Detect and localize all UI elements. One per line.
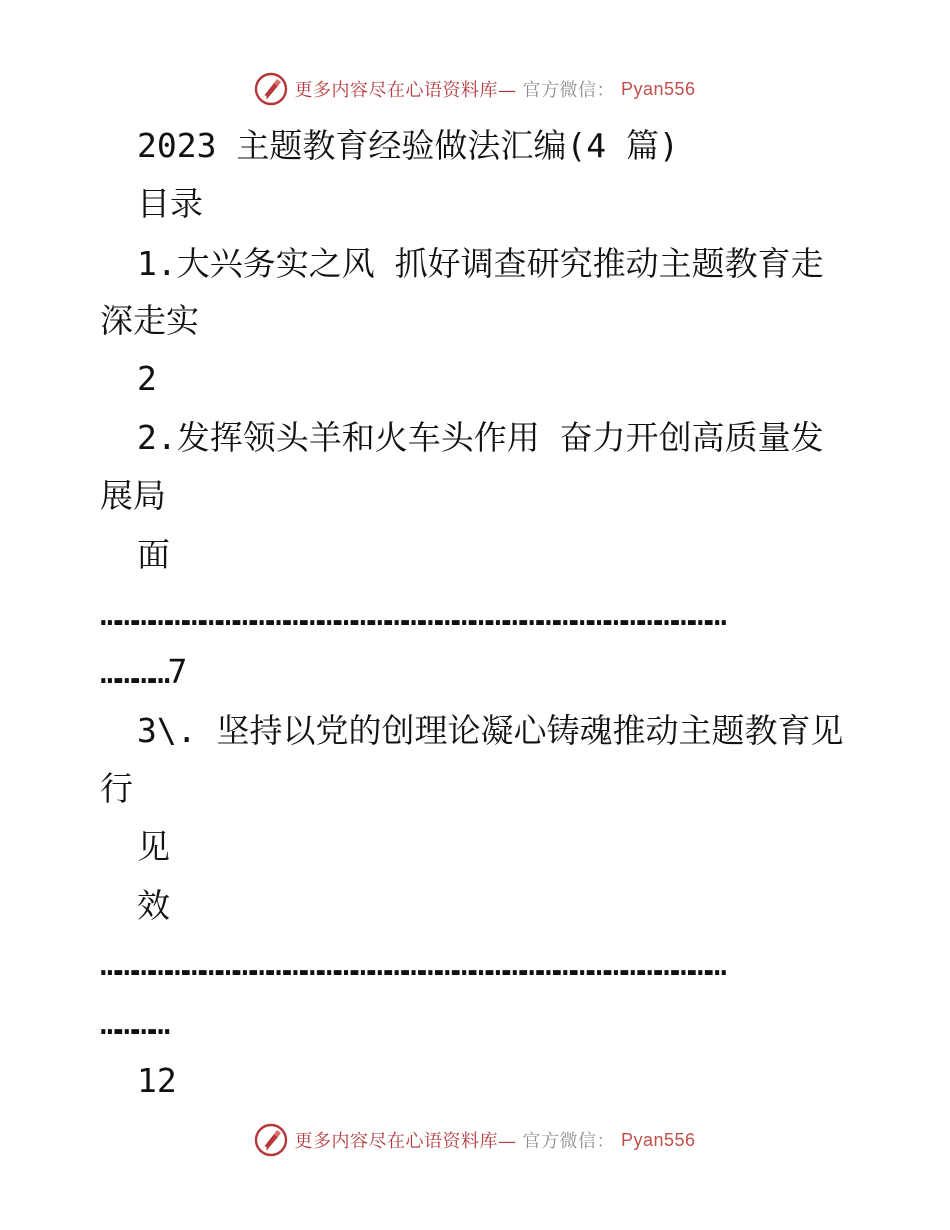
toc-entry-3-leader-dots-2: ………… <box>100 1003 168 1042</box>
watermark-wechat-label: 官方微信： <box>522 1131 615 1152</box>
toc-entry-3-page: 12 <box>137 1061 177 1100</box>
toc-heading: 目录 <box>137 184 203 223</box>
watermark-text: 更多内容尽在心语资料库— <box>294 80 517 101</box>
toc-entry-1-line-2: 深走实 <box>100 301 199 340</box>
document-title: 2023 主题教育经验做法汇编(4 篇) <box>137 126 679 165</box>
toc-entry-1-page: 2 <box>137 359 157 398</box>
toc-entry-3-line-4: 效 <box>137 886 170 925</box>
toc-entry-2-page-line: …………7 <box>100 652 185 691</box>
watermark-header <box>0 72 950 106</box>
watermark-wechat-id: Pyan556 <box>620 78 696 99</box>
toc-entry-2-line-1: 2.发挥领头羊和火车头作用 奋力开创高质量发 <box>137 418 824 457</box>
toc-entry-3-leader-dots: ………………………………………………………………………………………………… <box>100 944 725 983</box>
pen-logo-icon <box>254 72 288 106</box>
watermark-wechat-label: 官方微信： <box>522 80 615 101</box>
toc-entry-3-line-3: 见 <box>137 827 170 866</box>
watermark-text: 更多内容尽在心语资料库— <box>294 1131 517 1152</box>
pen-logo-icon <box>254 1123 288 1157</box>
watermark-footer <box>0 1123 950 1157</box>
toc-entry-3-line-2: 行 <box>100 769 133 808</box>
watermark-wechat-id: Pyan556 <box>620 1129 696 1150</box>
toc-entry-2-line-2: 展局 <box>100 476 166 515</box>
toc-entry-2-leader-dots: ………………………………………………………………………………………………… <box>100 594 725 633</box>
toc-entry-3-line-1: 3\. 坚持以党的创理论凝心铸魂推动主题教育见 <box>137 711 844 750</box>
toc-entry-1-line-1: 1.大兴务实之风 抓好调查研究推动主题教育走 <box>137 244 824 283</box>
toc-entry-2-line-3: 面 <box>137 535 170 574</box>
